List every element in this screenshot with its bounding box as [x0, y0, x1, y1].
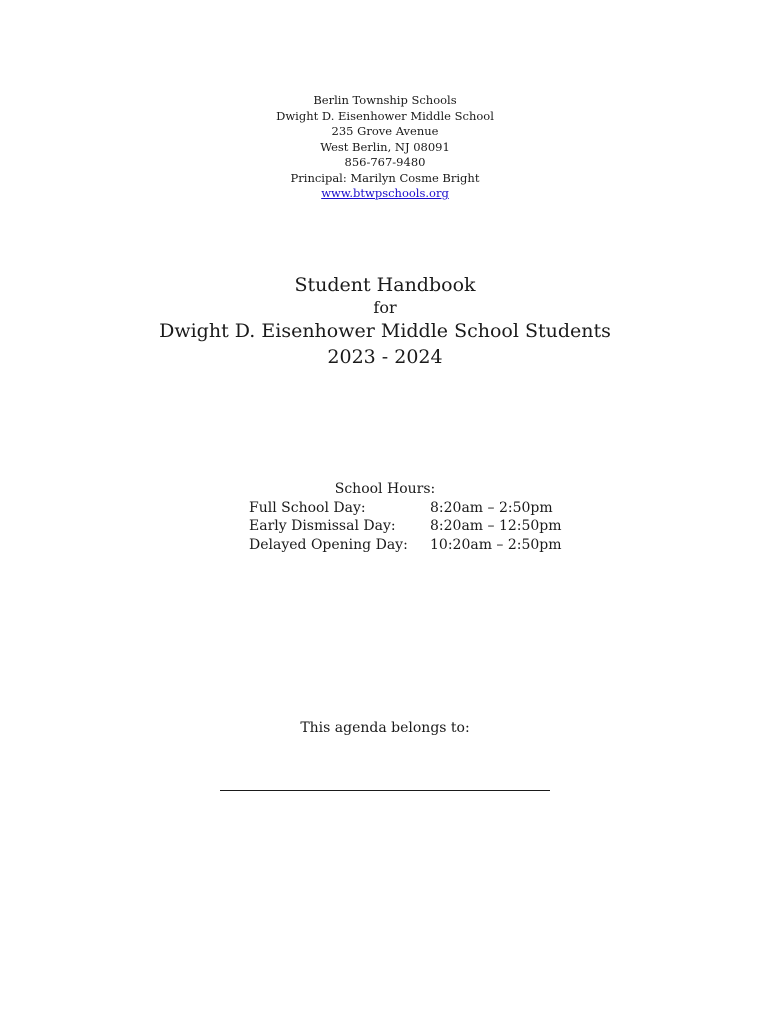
hours-label: Full School Day:	[249, 499, 366, 516]
hours-row	[0, 517, 770, 536]
letterhead	[0, 93, 770, 202]
website-link[interactable]: www.btwpschools.org	[321, 186, 449, 200]
title-line-school: Dwight D. Eisenhower Middle School Students	[159, 320, 611, 342]
handbook-title	[0, 272, 770, 370]
street-address: 235 Grove Avenue	[331, 124, 439, 138]
school-hours	[0, 480, 770, 554]
title-line-year: 2023 - 2024	[327, 346, 443, 368]
phone-number: 856-767-9480	[344, 155, 426, 169]
hours-row	[0, 536, 770, 555]
principal-name: Principal: Marilyn Cosme Bright	[290, 170, 480, 185]
hours-time: 8:20am – 12:50pm	[430, 518, 562, 534]
title-line-handbook: Student Handbook	[294, 274, 476, 296]
hours-row	[0, 499, 770, 518]
hours-time: 8:20am – 2:50pm	[430, 499, 553, 516]
city-state-zip: West Berlin, NJ 08091	[320, 139, 450, 154]
hours-time: 10:20am – 2:50pm	[430, 536, 562, 553]
owner-name-line[interactable]	[220, 790, 550, 791]
school-hours-heading: School Hours:	[334, 481, 436, 497]
hours-label: Delayed Opening Day:	[249, 536, 408, 553]
agenda-owner-label: This agenda belongs to:	[300, 720, 470, 736]
school-name: Dwight D. Eisenhower Middle School	[276, 108, 494, 123]
title-line-for: for	[373, 298, 397, 317]
hours-label: Early Dismissal Day:	[249, 518, 396, 534]
district-name: Berlin Township Schools	[313, 93, 457, 107]
